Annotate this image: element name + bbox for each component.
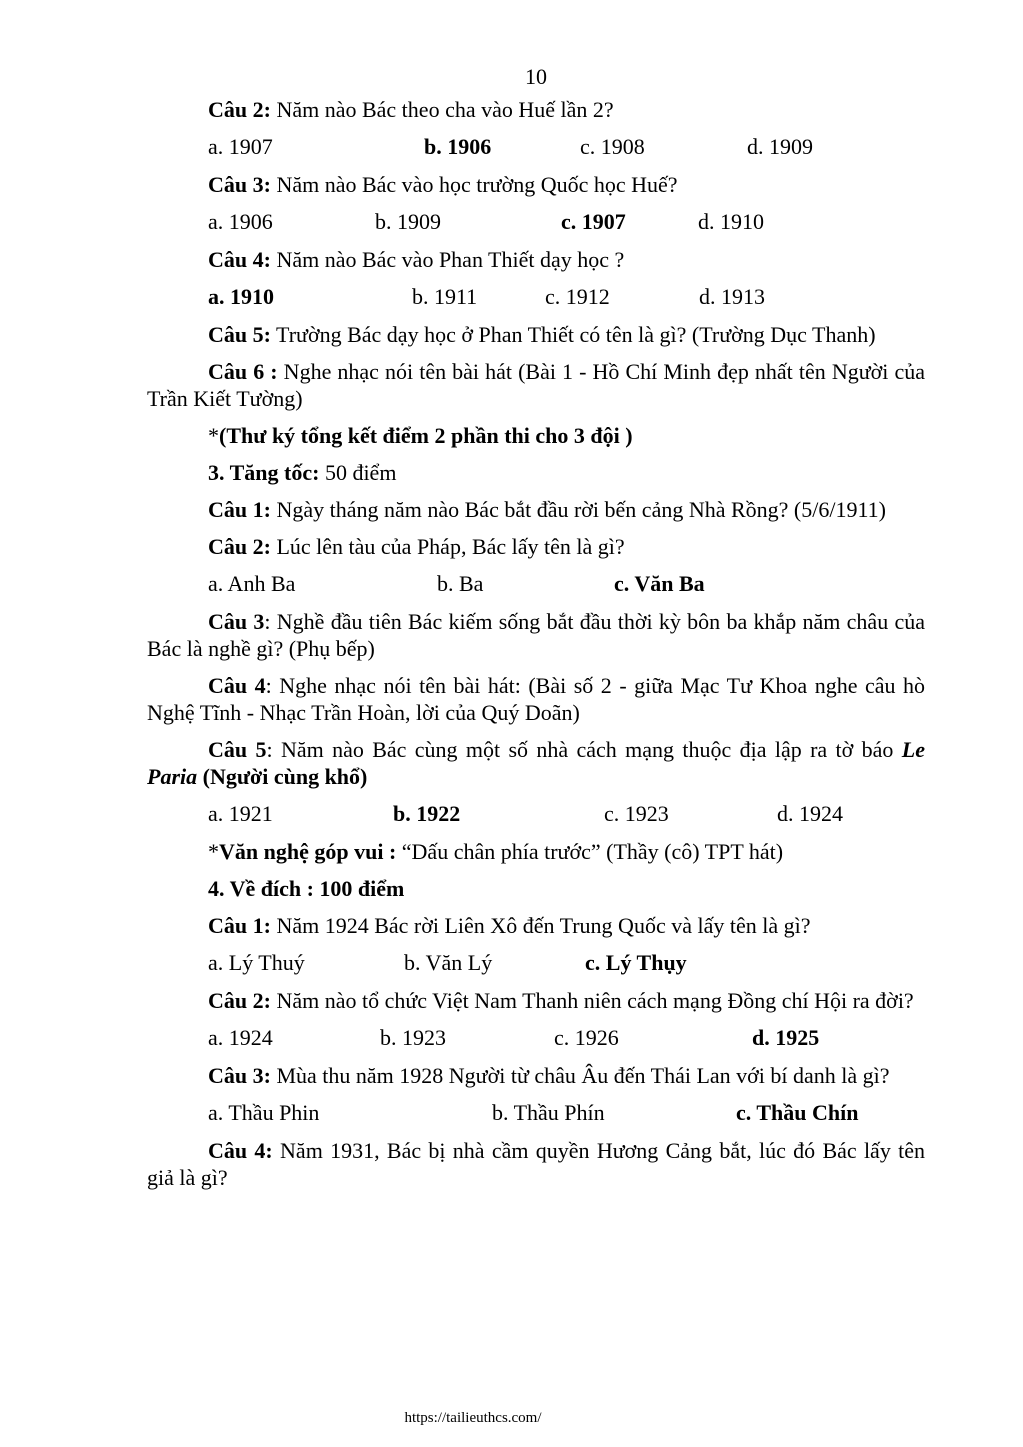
section-label: 4. Về đích : 100 điểm: [208, 876, 405, 901]
question-text: Mùa thu năm 1928 Người từ châu Âu đến Thái Lan với bí danh là gì?: [270, 1063, 890, 1088]
answer-options: [147, 570, 925, 597]
question-text: Năm nào tổ chức Việt Nam Thanh niên cách mạng Đồng chí Hội ra đời?: [270, 988, 914, 1013]
footer-url[interactable]: https://tailieuthcs.com/: [404, 1410, 542, 1426]
question-label: Câu 3: [208, 609, 265, 634]
answer-options: [147, 1099, 925, 1126]
option-a: a. 1921: [208, 801, 273, 826]
question-text: Lúc lên tàu của Pháp, Bác lấy tên là gì?: [270, 534, 625, 559]
option-c-correct: c. Lý Thụy: [585, 950, 687, 975]
option-a: a. Lý Thuý: [208, 950, 305, 975]
question-label: Câu 4:: [208, 1138, 273, 1163]
section-label: 3. Tăng tốc:: [208, 460, 320, 485]
question-label: Câu 2:: [208, 97, 271, 122]
question-text: Năm 1924 Bác rời Liên Xô đến Trung Quốc và lấy tên là gì?: [270, 913, 811, 938]
section-3-heading: [147, 459, 925, 486]
question-label: Câu 1:: [208, 497, 271, 522]
option-c-correct: c. 1907: [561, 209, 626, 234]
answer-options: [147, 800, 925, 827]
question-label: Câu 1:: [208, 913, 271, 938]
newspaper-translation: (Người cùng khổ): [197, 764, 368, 789]
option-a: a. 1907: [208, 134, 273, 159]
performance-label: Văn nghệ góp vui :: [219, 839, 397, 864]
option-c: c. 1926: [554, 1025, 619, 1050]
question-5: [147, 321, 925, 348]
answer-options: [147, 133, 925, 160]
section-3-question-3: [147, 608, 925, 662]
question-label: Câu 2:: [208, 988, 271, 1013]
option-c: c. 1908: [580, 134, 645, 159]
option-b: b. 1909: [375, 209, 441, 234]
question-label: Câu 4: [208, 673, 266, 698]
answer-options: [147, 283, 925, 310]
newspaper-title: Le Paria: [147, 737, 925, 789]
question-text: Năm nào Bác vào Phan Thiết dạy học ?: [270, 247, 625, 272]
option-b: b. 1923: [380, 1025, 446, 1050]
section-3-question-2: [147, 533, 925, 560]
option-d: d. 1924: [777, 801, 843, 826]
question-text: : Nghề đầu tiên Bác kiếm sống bắt đầu thời kỳ bôn ba khắp năm châu của Bác là nghề gì? (Phụ bếp): [147, 609, 925, 661]
question-text: Năm 1931, Bác bị nhà cầm quyền Hương Cảng bắt, lúc đó Bác lấy tên giả là gì?: [147, 1138, 925, 1190]
option-d-correct: d. 1925: [752, 1025, 820, 1050]
question-label: Câu 5:: [208, 322, 271, 347]
question-text: Năm nào Bác vào học trường Quốc học Huế?: [270, 172, 678, 197]
question-text: : Nghe nhạc nói tên bài hát: (Bài số 2 - giữa Mạc Tư Khoa nghe câu hò Nghệ Tĩnh - Nhạc Trần Hoàn, lời của Quý Doãn): [147, 673, 926, 725]
document-body: [147, 96, 925, 1201]
question-text: Năm nào Bác theo cha vào Huế lần 2?: [270, 97, 614, 122]
option-b-correct: b. 1922: [393, 801, 461, 826]
option-a: a. 1924: [208, 1025, 273, 1050]
option-c-correct: c. Văn Ba: [614, 571, 705, 596]
performance-note: *Văn nghệ góp vui : “Dấu chân phía trước” (Thầy (cô) TPT hát): [208, 839, 784, 864]
option-b-correct: b. 1906: [424, 134, 492, 159]
section-4-question-4: [147, 1137, 925, 1191]
option-d: d. 1910: [698, 209, 764, 234]
question-text: Ngày tháng năm nào Bác bắt đầu rời bến cảng Nhà Rồng? (5/6/1911): [270, 497, 886, 522]
option-c: c. 1912: [545, 284, 610, 309]
section-3-question-1: [147, 496, 925, 523]
option-d: d. 1909: [747, 134, 813, 159]
section-4-heading: [147, 875, 925, 902]
section-3-question-4: [147, 672, 925, 726]
option-b: b. Văn Lý: [404, 950, 493, 975]
section-3-question-5: [147, 736, 925, 790]
option-c: c. 1923: [604, 801, 669, 826]
option-a: a. Thầu Phin: [208, 1100, 320, 1125]
option-a-correct: a. 1910: [208, 284, 274, 309]
option-a: a. 1906: [208, 209, 273, 234]
answer-options: [147, 949, 925, 976]
question-text: : Năm nào Bác cùng một số nhà cách mạng thuộc địa lập ra tờ báo: [266, 737, 902, 762]
option-b: b. Ba: [437, 571, 484, 596]
section-4-question-2: [147, 987, 925, 1014]
question-label: Câu 6 :: [208, 359, 278, 384]
question-label: Câu 3:: [208, 172, 271, 197]
question-6: [147, 358, 925, 412]
answer-options: [147, 1024, 925, 1051]
question-text: Trường Bác dạy học ở Phan Thiết có tên là gì? (Trường Dục Thanh): [270, 322, 876, 347]
option-b: b. Thầu Phín: [492, 1100, 605, 1125]
question-label: Câu 2:: [208, 534, 271, 559]
question-label: Câu 5: [208, 737, 267, 762]
option-d: d. 1913: [699, 284, 765, 309]
secretary-note-text: (Thư ký tổng kết điểm 2 phần thi cho 3 đội ): [219, 423, 633, 448]
section-4-question-1: [147, 912, 925, 939]
question-text: Nghe nhạc nói tên bài hát (Bài 1 - Hồ Chí Minh đẹp nhất tên Người của Trần Kiết Tường): [147, 359, 925, 411]
question-label: Câu 4:: [208, 247, 271, 272]
performance-text: “Dấu chân phía trước” (Thầy (cô) TPT hát): [396, 839, 784, 864]
secretary-note: *(Thư ký tổng kết điểm 2 phần thi cho 3 đội ): [208, 423, 633, 448]
answer-options: [147, 208, 925, 235]
question-label: Câu 3:: [208, 1063, 271, 1088]
question-2: [147, 96, 925, 123]
page-number: 10: [525, 64, 547, 89]
section-4-question-3: [147, 1062, 925, 1089]
option-a: a. Anh Ba: [208, 571, 296, 596]
question-4: [147, 246, 925, 273]
option-c-correct: c. Thầu Chín: [736, 1100, 859, 1125]
question-3: [147, 171, 925, 198]
section-points: 50 điểm: [319, 460, 397, 485]
option-b: b. 1911: [412, 284, 478, 309]
